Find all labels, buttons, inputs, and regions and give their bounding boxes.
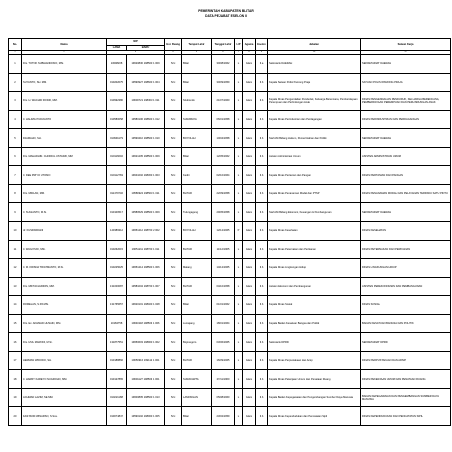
col-header-lp: L/P: [235, 39, 243, 51]
cell-no: 1: [9, 55, 22, 74]
cell-tempat: Bojonegoro: [182, 333, 212, 352]
cell-jabatan: Sekretaris DAERAH: [268, 55, 361, 74]
cell-nama: Drs. TOTOK SUBIHANDONO, MSi.: [22, 55, 107, 74]
cell-tanggal: 27/11/1960: [212, 370, 235, 389]
cell-tempat: BOYOLALI: [182, 222, 212, 241]
column-number: 10: [268, 51, 361, 55]
cell-tanggal: 06/01/1958: [212, 110, 235, 129]
col-header-nip: NIP: [107, 39, 165, 46]
cell-nip-baru: 19590102 198003 1 005: [127, 407, 165, 426]
cell-nip-lama: 010100517: [107, 203, 127, 222]
cell-tempat: Lumajang: [182, 314, 212, 333]
cell-nip-baru: 19580922 198503 1 011: [127, 184, 165, 203]
cell-eselon: II.b: [256, 129, 268, 148]
cell-no: 9: [9, 203, 22, 222]
cell-lp: L: [235, 147, 243, 166]
cell-nama: SUYANTO, SH. MM.: [22, 73, 107, 92]
cell-eselon: II.b: [256, 259, 268, 278]
cell-gol: IV/c: [165, 110, 182, 129]
cell-lp: P: [235, 222, 243, 241]
cell-no: 8: [9, 184, 22, 203]
cell-eselon: II.b: [256, 333, 268, 352]
cell-nip-baru: 19620830 198503 1 009: [127, 55, 165, 74]
cell-nama: HERMAN WIDODO, SH.: [22, 351, 107, 370]
cell-eselon: II.b: [256, 203, 268, 222]
cell-satuan: DINAS PENGENDALIAN PENDUDUK, KELUARGA BERENCANA, PEMBERDAYAAN PEREMPUAN DAN PERLINDUNGAN ANAK: [361, 92, 451, 111]
cell-no: 16: [9, 333, 22, 352]
cell-nip-baru: 19621205 198503 1 009: [127, 147, 165, 166]
cell-jabatan: Sekretaris DPRD: [268, 333, 361, 352]
cell-tempat: Blitar: [182, 73, 212, 92]
cell-gol: IV/c: [165, 240, 182, 259]
cell-tanggal: 29/05/1958: [212, 203, 235, 222]
cell-gol: IV/c: [165, 222, 182, 241]
cell-gol: IV/c: [165, 73, 182, 92]
cell-eselon: II.b: [256, 73, 268, 92]
cell-nip-baru: 19640118 198503 1 006: [127, 314, 165, 333]
cell-gol: IV/c: [165, 370, 182, 389]
cell-tempat: Malang: [182, 259, 212, 278]
cell-lp: L: [235, 92, 243, 111]
cell-nama: Ir. DEE PRIYO UTOMO: [22, 166, 107, 185]
cell-nama: FAIZ BUDI WINARSO, S.Sos.: [22, 407, 107, 426]
cell-agama: Islam: [243, 314, 256, 333]
cell-satuan: ASISTEN ADMINISTRASI UMUM: [361, 147, 451, 166]
cell-satuan: DINAS KESEHATAN: [361, 222, 451, 241]
cell-eselon: II.b: [256, 92, 268, 111]
cell-tanggal: 22/09/1958: [212, 184, 235, 203]
cell-eselon: II.b: [256, 166, 268, 185]
cell-jabatan: Kepala Dinas Pengendalian Penduduk, Keluarga Berencana, Pemberdayaan Perempuan dan Perlindungan Anak: [268, 92, 361, 111]
cell-agama: Islam: [243, 407, 256, 426]
cell-nip-baru: 19651214 198503 1 006: [127, 259, 165, 278]
cell-lp: L: [235, 296, 243, 315]
cell-satuan: BADAN KEPEGAWAIAN DAN PENGEMBANGAN SUMBER DAYA MANUSIA: [361, 388, 451, 407]
table-row: [9, 129, 451, 148]
cell-tempat: Blitar: [182, 296, 212, 315]
cell-no: 18: [9, 370, 22, 389]
cell-nip-lama: 010188866: [107, 351, 127, 370]
cell-no: 10: [9, 222, 22, 241]
cell-no: 4: [9, 110, 22, 129]
cell-nama: Ir. WAGIYUDI, MSi.: [22, 240, 107, 259]
cell-nip-lama: 010225025: [107, 259, 127, 278]
cell-tanggal: 14/12/1965: [212, 259, 235, 278]
cell-lp: L: [235, 73, 243, 92]
column-number: 7: [235, 51, 243, 55]
cell-nip-lama: 010112769: [107, 166, 127, 185]
cell-lp: L: [235, 184, 243, 203]
cell-gol: IV/c: [165, 166, 182, 185]
cell-jabatan: Asisten Administrasi Umum: [268, 147, 361, 166]
table-row: [9, 407, 451, 426]
cell-gol: IV/c: [165, 129, 182, 148]
cell-nip-baru: 19601127 198503 1 001: [127, 370, 165, 389]
cell-nip-baru: 19650603 198903 1 002: [127, 333, 165, 352]
table-row: [9, 333, 451, 352]
cell-tempat: Situbondo: [182, 92, 212, 111]
document-header: [0, 9, 452, 19]
cell-nama: DJAMAHO, SH.: [22, 129, 107, 148]
header-line-1: PEMERINTAH KABUPATEN BLITAR: [198, 9, 254, 13]
cell-agama: Islam: [243, 277, 256, 296]
cell-nip-baru: 19650916 199112 1 001: [127, 351, 165, 370]
cell-nip-lama: 010580058: [107, 110, 127, 129]
cell-nama: Drs. MIFTACHUDDIN, MM.: [22, 277, 107, 296]
table-row: [9, 314, 451, 333]
cell-nip-lama: 010116602: [107, 147, 127, 166]
cell-lp: L: [235, 110, 243, 129]
cell-agama: Islam: [243, 184, 256, 203]
cell-agama: Islam: [243, 240, 256, 259]
cell-eselon: II.b: [256, 314, 268, 333]
col-header-eselon: Eselon: [256, 39, 268, 51]
cell-nip-baru: 19580106 198603 1 012: [127, 110, 165, 129]
cell-nip-lama: 010992380: [107, 92, 127, 111]
cell-tempat: BLITAR: [182, 184, 212, 203]
cell-nama: Ir. HALIMG PUDJIANTO: [22, 110, 107, 129]
cell-jabatan: Staf Ahli Bidang Ekonomi, Keuangan & Pembangunan: [268, 203, 361, 222]
col-header-gol: Gol. Ruang: [165, 39, 182, 51]
cell-nip-lama: 13098208: [107, 55, 127, 74]
cell-lp: L: [235, 203, 243, 222]
cell-jabatan: Kepala Dinas Perpustakaan dan Arsip: [268, 351, 361, 370]
cell-satuan: SEKRETARIAT DPRD: [361, 333, 451, 352]
cell-tempat: BLITAR: [182, 351, 212, 370]
cell-no: 17: [9, 351, 22, 370]
cell-nama: ROMELAN, S.Pd.MSi.: [22, 296, 107, 315]
cell-gol: IV/c: [165, 333, 182, 352]
table-row: [9, 184, 451, 203]
col-header-nip-baru: BARU: [127, 46, 165, 51]
cell-no: 13: [9, 277, 22, 296]
cell-nip-lama: 010262015: [107, 240, 127, 259]
cell-satuan: DINAS PENANAMAN MODAL DAN PELAYANAN TERPADU SATU PINTU: [361, 184, 451, 203]
cell-lp: L: [235, 388, 243, 407]
cell-nip-lama: 131877551: [107, 333, 127, 352]
cell-nip-lama: 10184758: [107, 314, 127, 333]
cell-eselon: II.b: [256, 240, 268, 259]
cell-tanggal: 03/06/1965: [212, 333, 235, 352]
column-number: 11: [361, 51, 451, 55]
cell-eselon: II.b: [256, 277, 268, 296]
cell-agama: Islam: [243, 73, 256, 92]
cell-no: 19: [9, 388, 22, 407]
cell-nama: dr. KUSPARDANI: [22, 222, 107, 241]
cell-satuan: DINAS KEPENDUDUKAN DAN PENCATATAN SIPIL: [361, 407, 451, 426]
cell-satuan: DINAS SOSIAL: [361, 296, 451, 315]
table-body: [9, 51, 451, 426]
cell-agama: Islam: [243, 259, 256, 278]
cell-tempat: Blitar: [182, 55, 212, 74]
cell-agama: Islam: [243, 55, 256, 74]
cell-tanggal: 21/07/1960: [212, 92, 235, 111]
column-number: 2: [22, 51, 107, 55]
cell-tanggal: 10/04/1958: [212, 129, 235, 148]
table-row: [9, 222, 451, 241]
cell-jabatan: Kepala Dinas Penanaman Modal dan PTSP: [268, 184, 361, 203]
cell-jabatan: Kepala Badan Kepegawaian dan Pengembangan Sumber Daya Manusia: [268, 388, 361, 407]
col-header-nama: Nama: [22, 39, 107, 51]
cell-no: 15: [9, 314, 22, 333]
cell-tempat: BLITAR: [182, 240, 212, 259]
cell-nip-baru: 19580529 198503 1 009: [127, 203, 165, 222]
cell-no: 6: [9, 147, 22, 166]
cell-tanggal: 05/08/1960: [212, 388, 235, 407]
column-number: 8: [243, 51, 256, 55]
cell-jabatan: Kepala Dinas Peternakan dan Perikanan: [268, 240, 361, 259]
cell-no: 7: [9, 166, 22, 185]
cell-eselon: II.b: [256, 110, 268, 129]
cell-agama: Islam: [243, 222, 256, 241]
table-header-row: [9, 39, 451, 46]
col-header-tempat: Tempat Lahir: [182, 39, 212, 51]
col-header-agama: Agama: [243, 39, 256, 51]
cell-jabatan: Kepala Dinas Pekerjaan Umum dan Penataan Ruang: [268, 370, 361, 389]
cell-no: 11: [9, 240, 22, 259]
cell-nama: Drs. MAHADHIN. CHOIRUL USTADZI, MM: [22, 147, 107, 166]
cell-tempat: BLITAR: [182, 277, 212, 296]
cell-gol: IV/c: [165, 184, 182, 203]
cell-nip-baru: 19590927 198603 1 004: [127, 73, 165, 92]
col-header-nip-lama: LAMA: [107, 46, 127, 51]
cell-satuan: DINAS PERINDUSTRIAN DAN PERDAGANGAN: [361, 110, 451, 129]
cell-nip-baru: 19620101 198403 1 028: [127, 296, 165, 315]
cell-tempat: Tulungagung: [182, 203, 212, 222]
cell-jabatan: Asisten Ekonomi dan Pembangunan: [268, 277, 361, 296]
cell-tanggal: 30/08/1962: [212, 55, 235, 74]
cell-nama: Ir. M. KRISNA TRIATMANTO, M.Si.: [22, 259, 107, 278]
cell-gol: IV/c: [165, 259, 182, 278]
column-number: 9: [256, 51, 268, 55]
cell-nama: Drs. Ec. AKHMAD HUSAIN, MSi.: [22, 314, 107, 333]
cell-lp: L: [235, 240, 243, 259]
cell-tanggal: 04/10/1958: [212, 277, 235, 296]
cell-lp: L: [235, 277, 243, 296]
cell-tanggal: 23/02/1959: [212, 407, 235, 426]
cell-tanggal: 12/12/1965: [212, 222, 235, 241]
cell-nip-baru: 19641002 198303 1 003: [127, 166, 165, 185]
cell-tanggal: 01/01/1962: [212, 296, 235, 315]
cell-eselon: II.b: [256, 147, 268, 166]
cell-lp: L: [235, 407, 243, 426]
cell-tempat: BOYOLALI: [182, 129, 212, 148]
cell-jabatan: Kepala Dinas Perindustrian dan Perdagangan: [268, 110, 361, 129]
cell-jabatan: Kepala Dinas Sosial: [268, 296, 361, 315]
cell-eselon: II.b: [256, 184, 268, 203]
table-row: [9, 166, 451, 185]
cell-gol: IV/c: [165, 407, 182, 426]
cell-nip-lama: 010221188: [107, 388, 127, 407]
table-row: [9, 296, 451, 315]
table-row: [9, 370, 451, 389]
cell-gol: IV/c: [165, 55, 182, 74]
cell-gol: IV/c: [165, 388, 182, 407]
cell-tempat: SURABAYA: [182, 110, 212, 129]
table-row: [9, 259, 451, 278]
cell-satuan: DINAS PETERNAKAN DAN PERIKANAN: [361, 240, 451, 259]
cell-tempat: Kediri: [182, 166, 212, 185]
cell-nama: Drs. MIDLAN, MM.: [22, 184, 107, 203]
cell-agama: Islam: [243, 92, 256, 111]
cell-eselon: II.b: [256, 222, 268, 241]
cell-satuan: SEKRETARIAT DAERAH: [361, 203, 451, 222]
cell-satuan: ASISTEN PEREKONOMIAN DAN PEMBANGUNAN: [361, 277, 451, 296]
column-number: 5: [182, 51, 212, 55]
cell-nip-lama: 010991179: [107, 129, 127, 148]
cell-nama: Drs. IZUL MARONI, M.Si.: [22, 333, 107, 352]
table-row: [9, 92, 451, 111]
table-row: [9, 240, 451, 259]
cell-nip-baru: 19651212 198703 2 002: [127, 222, 165, 241]
col-header-no: No.: [9, 39, 22, 51]
column-number: 1: [9, 51, 22, 55]
cell-eselon: II.b: [256, 370, 268, 389]
cell-gol: IV/c: [165, 314, 182, 333]
cell-nama: Ir. SUGIANTO, M.Si.: [22, 203, 107, 222]
cell-jabatan: Kepala Dinas Kependudukan dan Pencatatan Sipil: [268, 407, 361, 426]
col-header-jabatan: Jabatan: [268, 39, 361, 51]
cell-lp: L: [235, 333, 243, 352]
table-row: [9, 73, 451, 92]
table-row: [9, 203, 451, 222]
cell-jabatan: Kepala Dinas Kesehatan: [268, 222, 361, 241]
table-row: [9, 388, 451, 407]
cell-tempat: Blitar: [182, 407, 212, 426]
cell-tanggal: 16/09/1965: [212, 351, 235, 370]
cell-satuan: DINAS PEKERJAAN UMUM DAN PENATAAN RUANG: [361, 370, 451, 389]
table-row: [9, 351, 451, 370]
table-row: [9, 55, 451, 74]
cell-no: 12: [9, 259, 22, 278]
cell-satuan: SEKRETARIAT DAERAH: [361, 129, 451, 148]
cell-jabatan: Kepala Dinas Lingkungan Hidup: [268, 259, 361, 278]
cell-jabatan: Staf Ahli Bidang Hukum, Pemerintahan dan Politik: [268, 129, 361, 148]
cell-nip-baru: 19600805 198503 1 013: [127, 388, 165, 407]
cell-tanggal: 11/12/1965: [212, 240, 235, 259]
table-row: [9, 277, 451, 296]
cell-jabatan: Kepala Badan Kesatuan Bangsa dan Politik: [268, 314, 361, 333]
cell-jabatan: Kepala Satuan Polisi Pamong Praja: [268, 73, 361, 92]
cell-nip-lama: 010074847: [107, 407, 127, 426]
cell-eselon: II.a: [256, 55, 268, 74]
cell-satuan: DINAS PERTANIAN DAN PANGAN: [361, 166, 451, 185]
cell-no: 20: [9, 407, 22, 426]
cell-satuan: DINAS LINGKUNGAN HIDUP: [361, 259, 451, 278]
cell-gol: IV/c: [165, 277, 182, 296]
cell-tanggal: 02/10/1964: [212, 166, 235, 185]
cell-lp: L: [235, 166, 243, 185]
cell-lp: L: [235, 129, 243, 148]
cell-tanggal: 12/05/1962: [212, 147, 235, 166]
cell-nip-baru: 19651211 198703 1 011: [127, 240, 165, 259]
cell-tanggal: 18/01/1964: [212, 314, 235, 333]
cell-nama: ACHMAD LAZIM, SE.MM.: [22, 388, 107, 407]
cell-no: 2: [9, 73, 22, 92]
cell-gol: IV/c: [165, 296, 182, 315]
cell-tempat: Blitar: [182, 147, 212, 166]
cell-satuan: DINAS PERPUSTAKAAN DAN ARSIP: [361, 351, 451, 370]
cell-lp: L: [235, 314, 243, 333]
col-header-satuan: Satuan Kerja: [361, 39, 451, 51]
cell-tempat: LAMONGAN: [182, 388, 212, 407]
cell-nama: Drs. H. WACHID RODZI, MM.: [22, 92, 107, 111]
col-header-tanggal: Tanggal Lahir: [212, 39, 235, 51]
cell-nama: Ir. HARRY KAREYO NUGROHO, MM.: [22, 370, 107, 389]
cell-eselon: II.b: [256, 296, 268, 315]
cell-agama: Islam: [243, 351, 256, 370]
officials-table: [8, 38, 451, 426]
cell-tanggal: 30/09/1959: [212, 73, 235, 92]
cell-agama: Islam: [243, 166, 256, 185]
cell-lp: L: [235, 351, 243, 370]
cell-agama: Islam: [243, 388, 256, 407]
cell-no: 14: [9, 296, 22, 315]
cell-satuan: SATUAN POLISI PAMONG PRAJA: [361, 73, 451, 92]
cell-agama: Islam: [243, 333, 256, 352]
cell-agama: Islam: [243, 147, 256, 166]
cell-tempat: SURAKARTA: [182, 370, 212, 389]
table-row: [9, 147, 451, 166]
cell-gol: IV/c: [165, 351, 182, 370]
cell-gol: IV/c: [165, 147, 182, 166]
cell-nip-lama: 131000087: [107, 277, 127, 296]
cell-nip-lama: 010202075: [107, 73, 127, 92]
cell-no: 3: [9, 92, 22, 111]
cell-nip-baru: 19600721 198303 1 011: [127, 92, 165, 111]
cell-nip-lama: 131765657: [107, 296, 127, 315]
cell-satuan: SEKRETARIAT DAERAH: [361, 55, 451, 74]
cell-nip-lama: 011479746: [107, 184, 127, 203]
cell-jabatan: Kepala Dinas Pertanian dan Pangan: [268, 166, 361, 185]
column-number: 4: [165, 51, 182, 55]
cell-agama: Islam: [243, 203, 256, 222]
cell-nip-lama: 010127865: [107, 370, 127, 389]
cell-nip-lama: 140389312: [107, 222, 127, 241]
cell-gol: IV/c: [165, 203, 182, 222]
cell-lp: L: [235, 259, 243, 278]
cell-no: 5: [9, 129, 22, 148]
cell-agama: Islam: [243, 129, 256, 148]
cell-eselon: II.b: [256, 407, 268, 426]
cell-agama: Islam: [243, 296, 256, 315]
column-number: 6: [212, 51, 235, 55]
cell-lp: L: [235, 370, 243, 389]
cell-lp: L: [235, 55, 243, 74]
cell-eselon: II.b: [256, 388, 268, 407]
cell-nip-baru: 19581004 198703 1 007: [127, 277, 165, 296]
cell-satuan: BADAN KESATUAN BANGSA DAN POLITIK: [361, 314, 451, 333]
column-number: 3: [107, 51, 165, 55]
header-line-2: DATA PEJABAT ESELON II: [205, 14, 247, 18]
cell-eselon: II.b: [256, 351, 268, 370]
table-row: [9, 110, 451, 129]
cell-agama: Islam: [243, 370, 256, 389]
cell-nip-baru: 19590410 198503 1 010: [127, 129, 165, 148]
cell-agama: Islam: [243, 110, 256, 129]
cell-gol: IV/c: [165, 92, 182, 111]
